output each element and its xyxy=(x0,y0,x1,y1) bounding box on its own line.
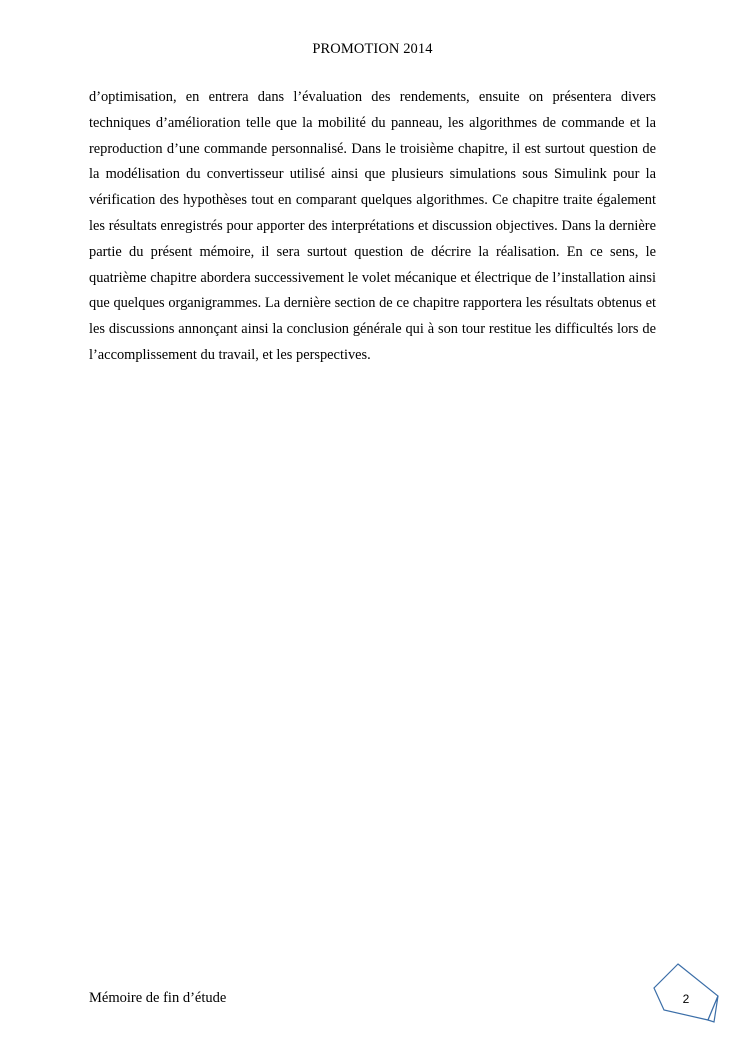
body-paragraph: d’optimisation, en entrera dans l’évaluation des rendements, ensuite on présentera divers techniques d’amélioration telle que la mobilité du panneau, les algorithmes de commande et la reproduction d’une commande personnalisé. Dans le troisième chapitre, il est surtout question de la modélisation du convertisseur utilisé ainsi que plusieurs simulations sous Simulink pour la vérification des hypothèses tout en comparant quelques algorithmes. Ce chapitre traite également les résultats enregistrés pour apporter des interprétations et discussion objectives. Dans la dernière partie du présent mémoire, il sera surtout question de décrire la réalisation. En ce sens, le quatrième chapitre abordera successivement le volet mécanique et électrique de l’installation ainsi que quelques organigrammes. La dernière section de ce chapitre rapportera les résultats obtenus et les discussions annonçant ainsi la conclusion générale qui à son tour restitue les difficultés lors de l’accomplissement du travail, et les perspectives. xyxy=(89,89,656,363)
footer-title: Mémoire de fin d’étude xyxy=(89,990,227,1006)
page-header: PROMOTION 2014 xyxy=(312,41,433,57)
page-number: 2 xyxy=(682,992,690,1006)
